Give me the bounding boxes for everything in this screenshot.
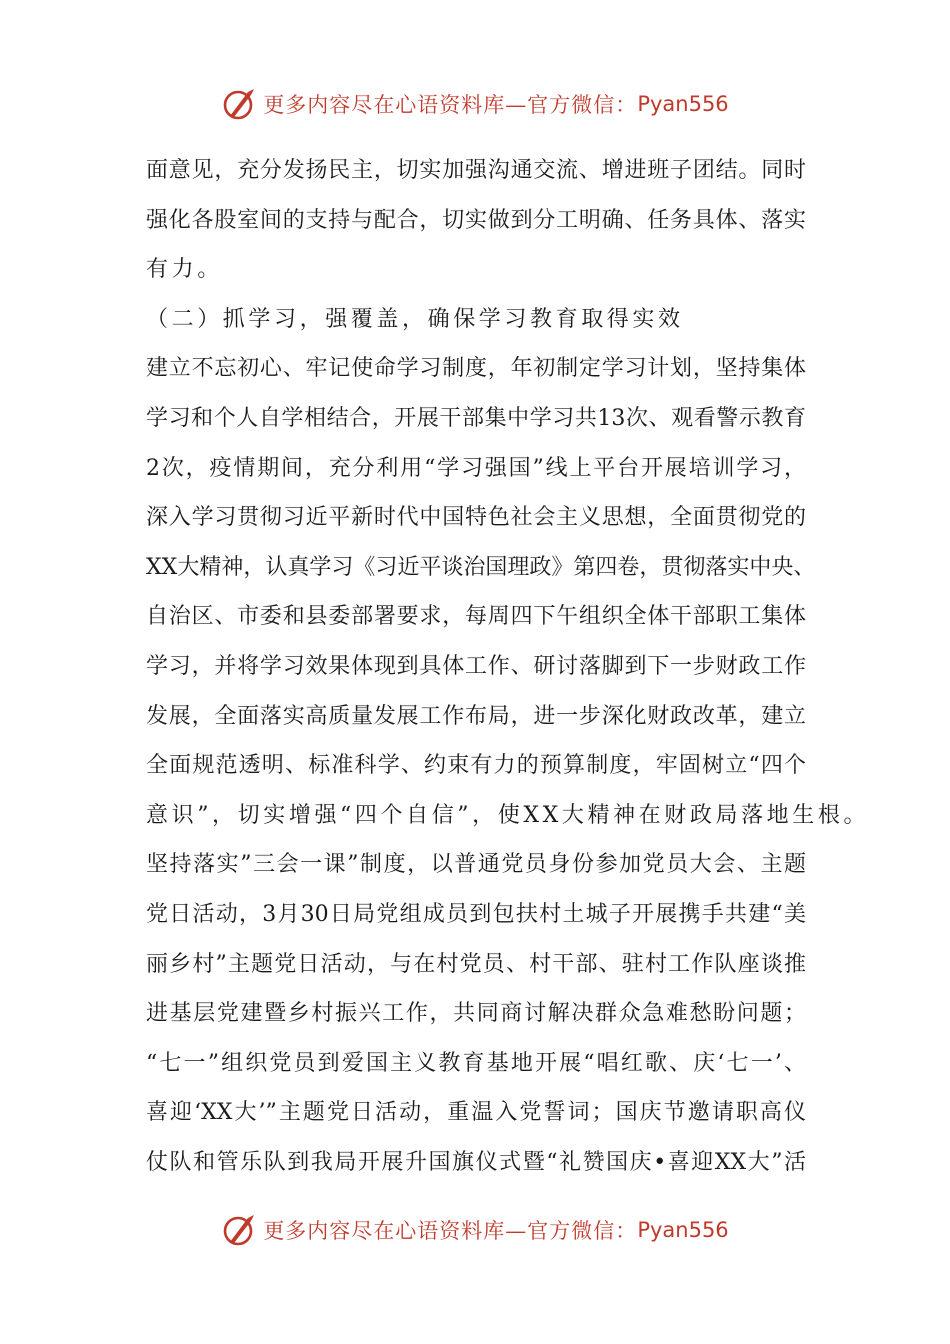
watermark-text: 更多内容尽在心语资料库—官方微信： bbox=[263, 1219, 638, 1243]
text-line: 学习，并将学习效果体现到具体工作、研讨落脚到下一步财政工作 bbox=[146, 653, 806, 679]
text-line: 全面规范透明、标准科学、约束有力的预算制度，牢固树立“四个 bbox=[146, 753, 806, 779]
text-line: 发展，全面落实高质量发展工作布局，进一步深化财政改革，建立 bbox=[146, 703, 806, 729]
section-heading: （二）抓学习，强覆盖，确保学习教育取得实效 bbox=[146, 306, 684, 332]
text-line: 2次，疫情期间，充分利用“学习强国”线上平台开展培训学习， bbox=[146, 455, 806, 481]
quill-pen-logo-icon bbox=[221, 86, 257, 122]
text-line: 党日活动，3月30日局党组成员到包扶村土城子开展携手共建“美 bbox=[146, 901, 806, 927]
text-line: 自治区、市委和县委部署要求，每周四下午组织全体干部职工集体 bbox=[146, 604, 806, 630]
text-line: 喜迎‘XX大’”主题党日活动，重温入党誓词；国庆节邀请职高仪 bbox=[146, 1100, 806, 1126]
document-body bbox=[146, 146, 870, 1187]
paragraph-continuation bbox=[146, 146, 806, 295]
paragraph-study bbox=[146, 344, 870, 840]
text-line: “七一”组织党员到爱国主义教育基地开展“唱红歌、庆‘七一’、 bbox=[146, 1050, 806, 1076]
text-line: XX大精神，认真学习《习近平谈治国理政》第四卷，贯彻落实中央、 bbox=[146, 554, 816, 580]
quill-pen-logo-icon bbox=[221, 1212, 257, 1248]
text-line: 面意见，充分发扬民主，切实加强沟通交流、增进班子团结。同时 bbox=[146, 158, 806, 183]
text-line: 仗队和管乐队到我局开展升国旗仪式暨“礼赞国庆•喜迎XX大”活 bbox=[146, 1149, 806, 1175]
text-line: 学习和个人自学相结合，开展干部集中学习共13次、观看警示教育 bbox=[146, 405, 806, 431]
paragraph-party-activities bbox=[146, 840, 806, 1187]
text-line: 建立不忘初心、牢记使命学习制度，年初制定学习计划，坚持集体 bbox=[146, 356, 806, 382]
text-line: 意识”，切实增强“四个自信”，使XX大精神在财政局落地生根。 bbox=[146, 802, 870, 828]
text-line: 深入学习贯彻习近平新时代中国特色社会主义思想，全面贯彻党的 bbox=[146, 505, 806, 531]
watermark-text: 更多内容尽在心语资料库—官方微信： bbox=[263, 93, 638, 117]
watermark-footer bbox=[0, 1206, 950, 1254]
text-line: 强化各股室间的支持与配合，切实做到分工明确、任务具体、落实 bbox=[146, 207, 806, 233]
watermark-wechat-id: Pyan556 bbox=[637, 92, 729, 116]
text-line: 坚持落实”三会一课”制度，以普通党员身份参加党员大会、主题 bbox=[146, 852, 806, 878]
text-line: 丽乡村”主题党日活动，与在村党员、村干部、驻村工作队座谈推 bbox=[146, 951, 806, 977]
watermark-wechat-id: Pyan556 bbox=[637, 1218, 729, 1242]
text-line: 有力。 bbox=[146, 257, 223, 283]
watermark-header bbox=[0, 80, 950, 128]
text-line: 进基层党建暨乡村振兴工作，共同商讨解决群众急难愁盼问题； bbox=[146, 1001, 806, 1027]
